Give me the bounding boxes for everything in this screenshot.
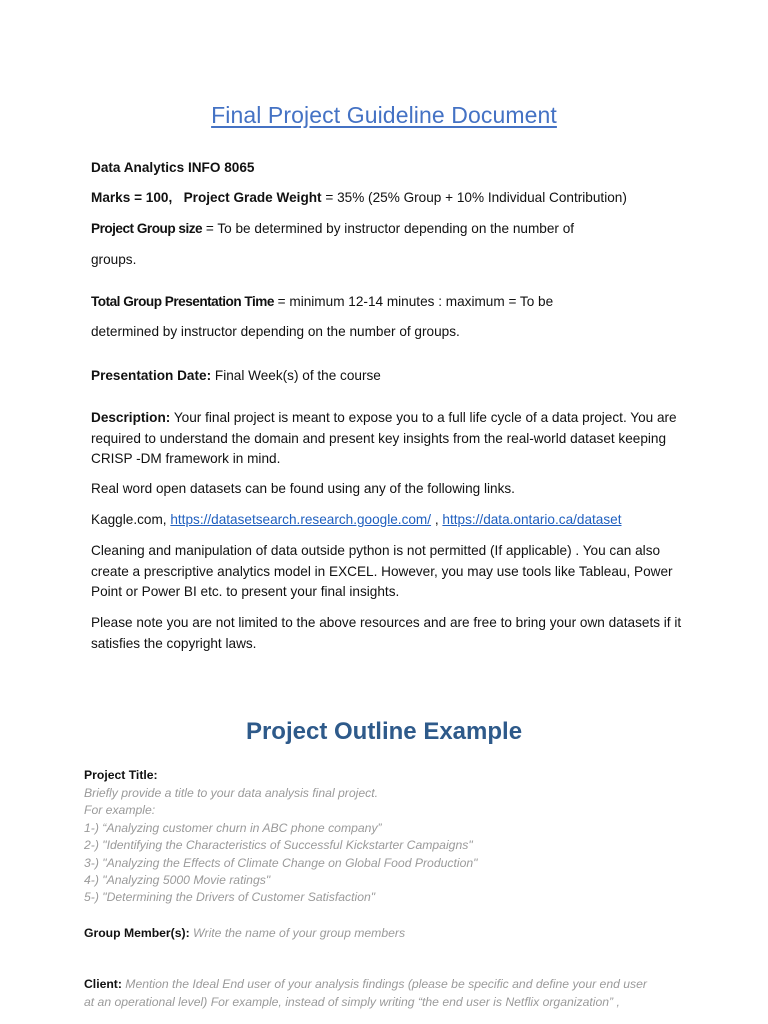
weight-value: = 35% (25% Group + 10% Individual Contribution) (321, 190, 627, 205)
group-size-line (91, 219, 574, 239)
marks-line (91, 188, 627, 208)
client-hint: Mention the Ideal End user of your analysis findings (please be specific and define your end user (121, 977, 647, 991)
example-item: 1-) “Analyzing customer churn in ABC phone company” (84, 821, 382, 835)
datasets-intro: Real word open datasets can be found using any of the following links. (91, 481, 515, 496)
presentation-time-line (91, 292, 553, 312)
description-paragraph (91, 408, 691, 470)
project-title-hint: Briefly provide a title to your data analysis final project. (84, 786, 378, 800)
presentation-date-label: Presentation Date: (91, 368, 212, 383)
group-size-value: = To be determined by instructor depending on the number of (202, 221, 575, 236)
google-dataset-search-link[interactable]: https://datasetsearch.research.google.com/ (170, 512, 432, 527)
example-item: 4-) "Analyzing 5000 Movie ratings" (84, 873, 271, 887)
group-members-line (84, 925, 405, 942)
group-members-hint: Write the name of your group members (189, 926, 406, 940)
dataset-links-line (91, 510, 622, 530)
presentation-time-value: = minimum 12-14 minutes : maximum = To be (273, 294, 554, 309)
description-label: Description: (91, 410, 171, 425)
client-line (84, 976, 647, 993)
note-paragraph: Please note you are not limited to the above resources and are free to bring your own datasets if it satisfies the copyright laws. (91, 615, 682, 651)
example-item: 5-) "Determining the Drivers of Customer Satisfaction" (84, 890, 376, 904)
document-title: Final Project Guideline Document (211, 102, 557, 128)
presentation-date-value: Final Week(s) of the course (211, 368, 381, 383)
group-size-continued: groups. (91, 252, 137, 267)
client-label: Client: (84, 977, 122, 991)
presentation-time-label: Total Group Presentation Time (91, 294, 274, 309)
example-item: 3-) "Analyzing the Effects of Climate Change on Global Food Production" (84, 856, 478, 870)
kaggle-text: Kaggle.com, (91, 512, 171, 527)
presentation-time-continued: determined by instructor depending on the number of groups. (91, 324, 460, 339)
description-text: Your final project is meant to expose you to a full life cycle of a data project. You are required to understand the domain and present key insights from the real-world dataset keeping CRISP -DM framework in mind. (91, 410, 677, 466)
example-item: 2-) "Identifying the Characteristics of Successful Kickstarter Campaigns" (84, 838, 473, 852)
client-hint-continued: at an operational level) For example, instead of simply writing “the end user is Netflix organization” , (84, 995, 620, 1009)
outline-heading: Project Outline Example (245, 718, 523, 745)
presentation-date-line (91, 366, 381, 386)
for-example-label: For example: (84, 803, 156, 817)
weight-label: Project Grade Weight (183, 190, 322, 205)
link-separator: , (431, 512, 443, 527)
course-line (91, 158, 254, 178)
course-name: Data Analytics INFO 8065 (91, 160, 255, 175)
project-title-label: Project Title: (84, 768, 158, 782)
marks-label: Marks = 100, (91, 190, 173, 205)
ontario-data-link[interactable]: https://data.ontario.ca/dataset (442, 512, 622, 527)
cleaning-paragraph: Cleaning and manipulation of data outside python is not permitted (If applicable) . You can also create a prescriptive analytics model in EXCEL. However, you may use tools like Tableau, Power Point or Power BI etc. to present your final insights. (91, 543, 673, 599)
group-members-label: Group Member(s): (84, 926, 190, 940)
group-size-label: Project Group size (91, 221, 203, 236)
